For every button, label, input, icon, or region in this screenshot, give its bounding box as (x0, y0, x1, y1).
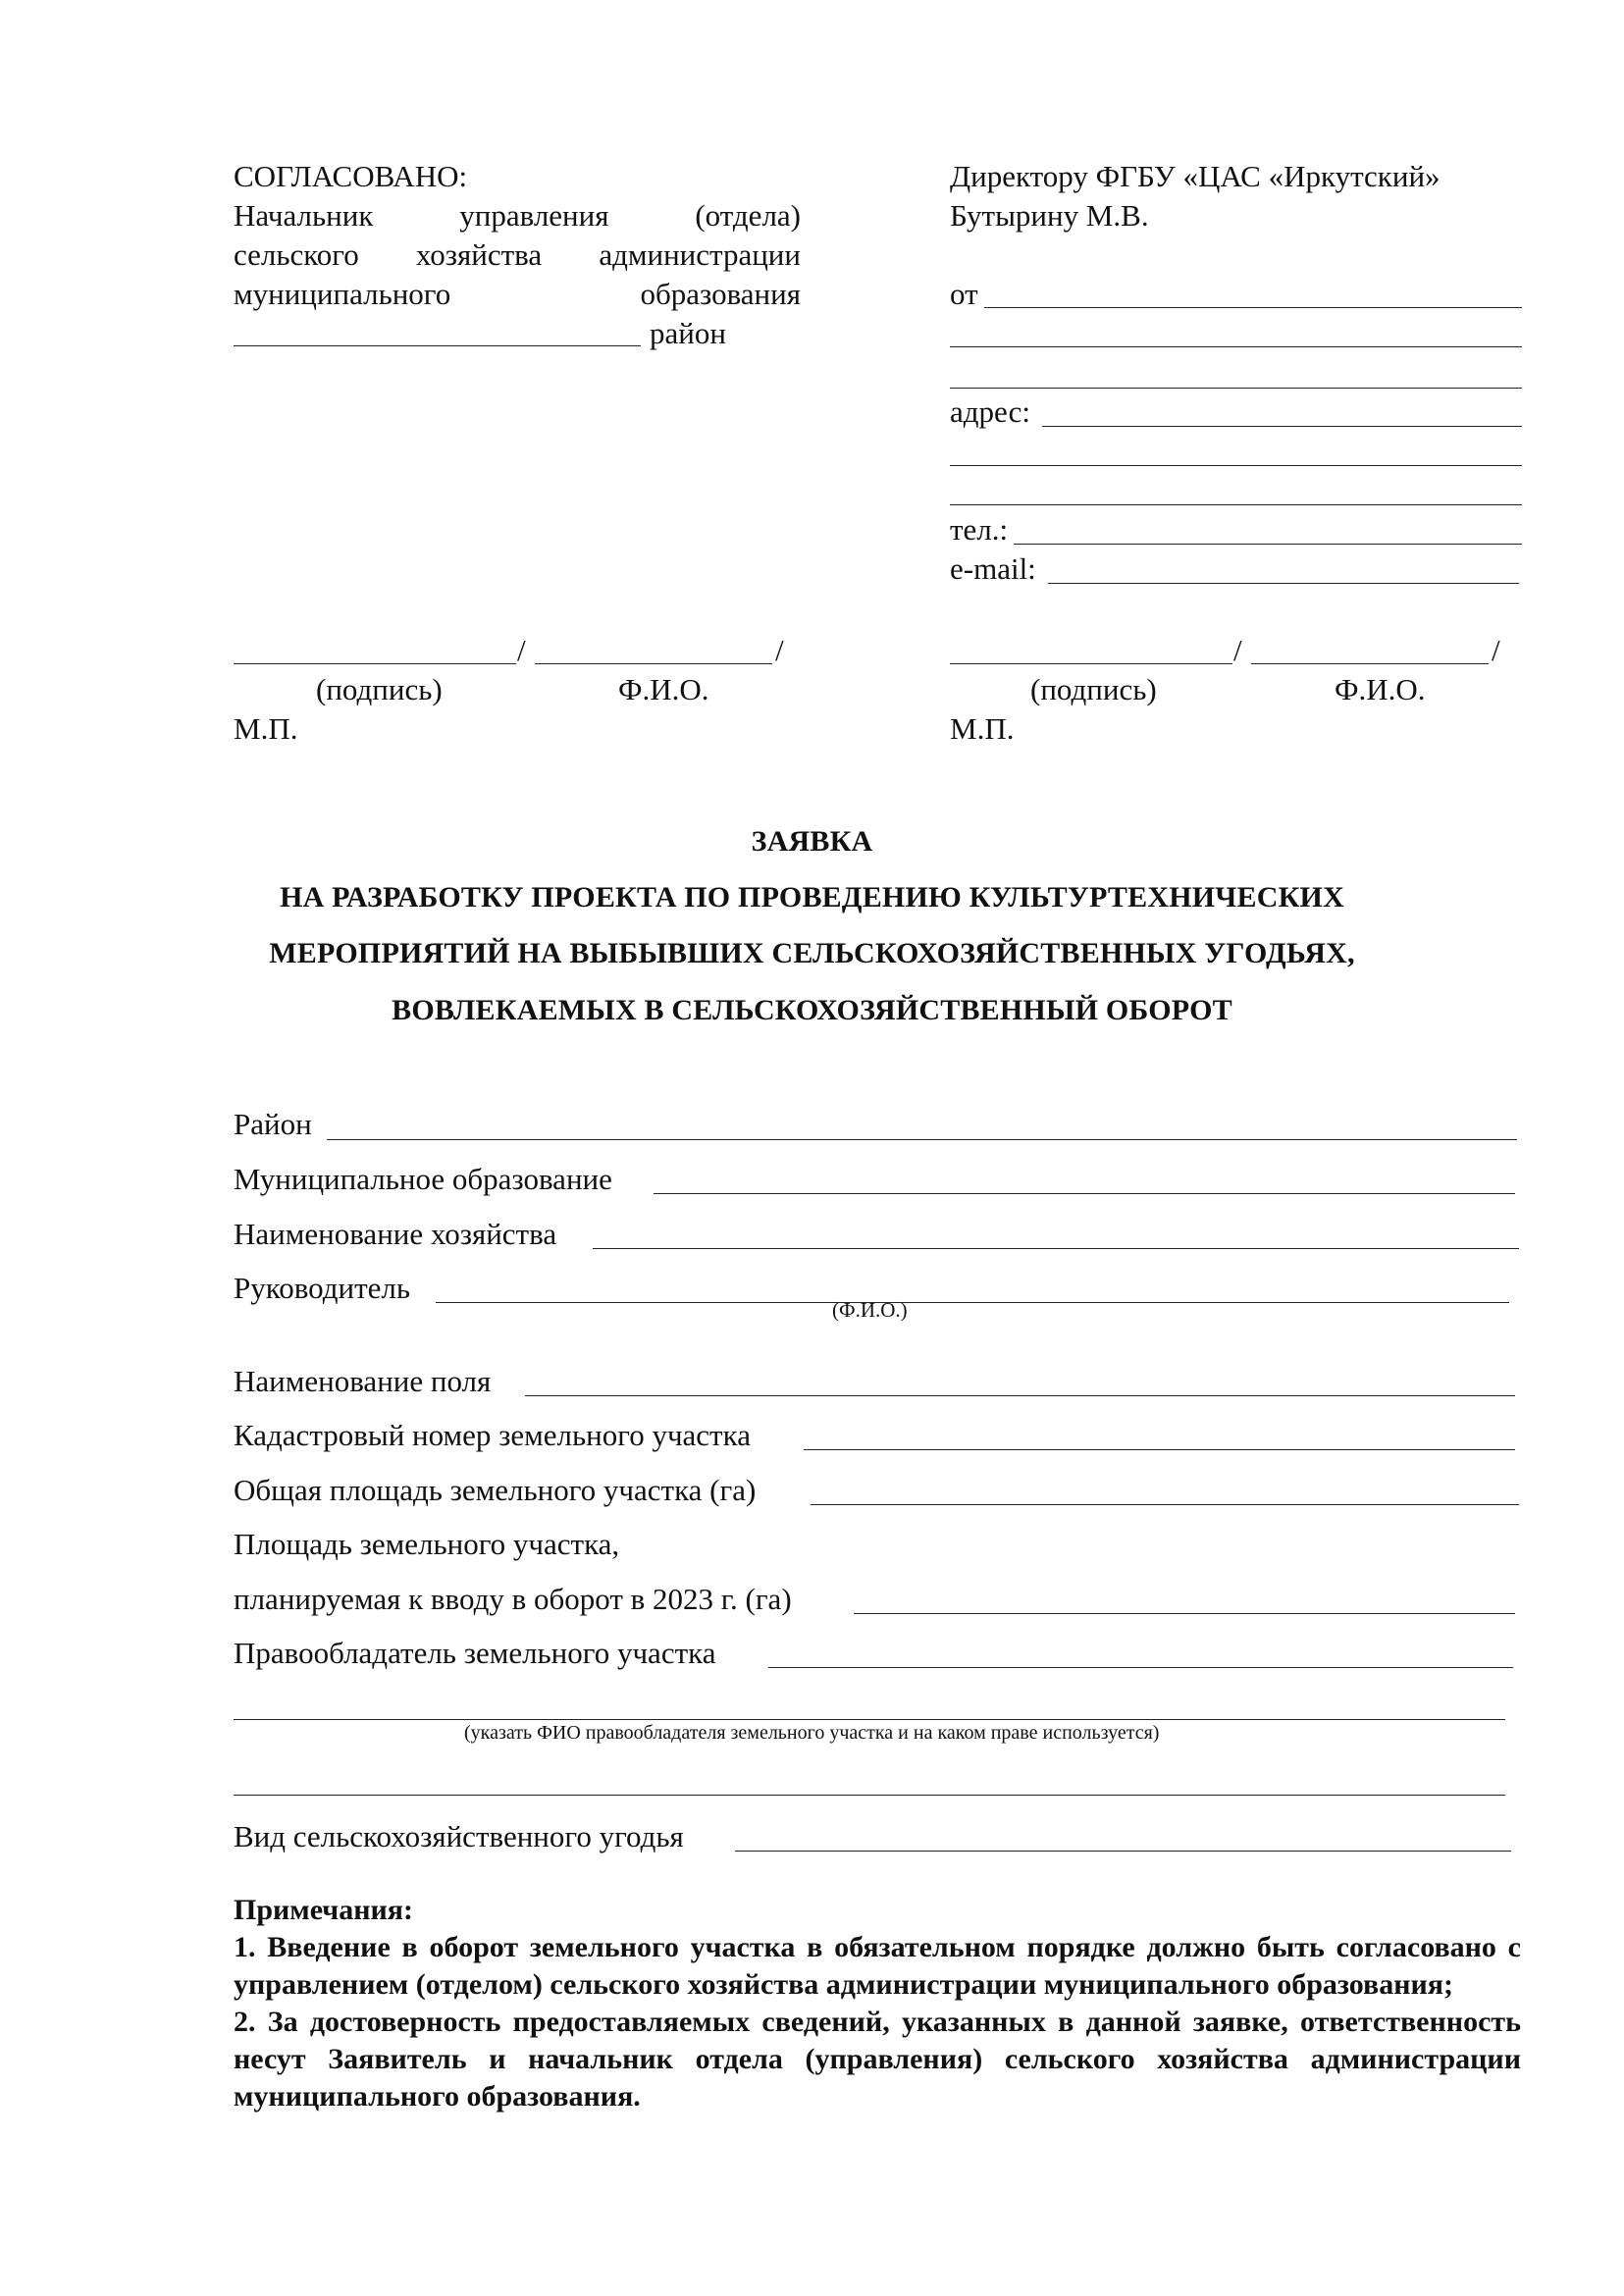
right-signature-line[interactable] (950, 663, 1232, 664)
cadastral-input-line[interactable] (804, 1449, 1515, 1450)
total-area-input-line[interactable] (811, 1504, 1519, 1505)
notes-section (234, 1892, 1521, 2115)
plot-area-input-line[interactable] (854, 1613, 1515, 1614)
address-label: адрес: (950, 394, 1030, 429)
district-suffix: район (650, 316, 726, 350)
address-input-line-3[interactable] (950, 504, 1522, 505)
approver-line-3: муниципального образования (234, 277, 801, 311)
owner-detail-line[interactable] (234, 1719, 1505, 1720)
left-signature-slash-end: / (775, 633, 784, 667)
from-input-line[interactable] (984, 307, 1522, 308)
right-signature-slash-end: / (1492, 633, 1500, 667)
owner-hint: (указать ФИО правообладателя земельного участка и на каком праве используется) (464, 1722, 1160, 1744)
email-input-line[interactable] (1048, 583, 1519, 584)
address-input-line-2[interactable] (950, 465, 1522, 466)
farm-name-input-line[interactable] (593, 1248, 1519, 1249)
from-label: от (950, 277, 978, 311)
owner-detail-line-2[interactable] (234, 1795, 1505, 1796)
left-signature-line[interactable] (234, 663, 516, 664)
land-type-input-line[interactable] (735, 1851, 1511, 1852)
land-type-label: Вид сельскохозяйственного угодья (234, 1819, 684, 1853)
head-input-line[interactable] (436, 1302, 1509, 1303)
plot-area-label-2: планируемая к вводу в оборот в 2023 г. (га) (234, 1582, 792, 1616)
cadastral-label: Кадастровый номер земельного участка (234, 1418, 751, 1452)
note-item-2: 2. За достоверность предоставляемых сведений, указанных в данной заявке, ответственность несут Заявитель и начальник отдела (управления) сельского хозяйства администрации муниципального образования. (234, 2006, 1521, 2113)
municipality-label: Муниципальное образование (234, 1162, 612, 1196)
right-signature-slash: / (1233, 633, 1242, 667)
notes-heading: Примечания: (234, 1894, 414, 1926)
left-seal-label: М.П. (234, 711, 298, 746)
email-label: e-mail: (950, 551, 1036, 586)
head-label: Руководитель (234, 1271, 411, 1305)
right-seal-label: М.П. (950, 711, 1015, 746)
field-name-input-line[interactable] (525, 1395, 1515, 1396)
left-signature-label: (подпись) (316, 672, 443, 706)
doc-title-line-4: ВОВЛЕКАЕМЫХ В СЕЛЬСКОХОЗЯЙСТВЕННЫЙ ОБОРОТ (392, 994, 1232, 1026)
field-name-label: Наименование поля (234, 1364, 492, 1398)
addressee-line-2: Бутырину М.В. (950, 198, 1149, 233)
district-input-line[interactable] (327, 1139, 1517, 1140)
doc-title-line-2: НА РАЗРАБОТКУ ПРОЕКТА ПО ПРОВЕДЕНИЮ КУЛЬТУРТЕХНИЧЕСКИХ (280, 881, 1344, 913)
doc-title: ЗАЯВКА (751, 825, 873, 858)
address-input-line[interactable] (1042, 426, 1522, 427)
addressee-line-1: Директору ФГБУ «ЦАС «Иркутский» (950, 159, 1441, 193)
district-label: Район (234, 1107, 312, 1141)
owner-input-line[interactable] (768, 1667, 1513, 1668)
approver-line-2: сельского хозяйства администрации (234, 237, 801, 272)
farm-name-label: Наименование хозяйства (234, 1217, 557, 1251)
doc-title-line-3: МЕРОПРИЯТИЙ НА ВЫБЫВШИХ СЕЛЬСКОХОЗЯЙСТВЕННЫХ УГОДЬЯХ, (269, 937, 1355, 969)
plot-area-label-1: Площадь земельного участка, (234, 1527, 620, 1561)
note-item-1: 1. Введение в оборот земельного участка в обязательном порядке должно быть согласовано с управлением (отделом) сельского хозяйства администрации муниципального образования; (234, 1931, 1521, 2001)
from-input-line-3[interactable] (950, 388, 1522, 389)
right-signature-label: (подпись) (1030, 672, 1157, 706)
approver-line-1: Начальник управления (отдела) (234, 198, 801, 233)
left-fio-label: Ф.И.О. (618, 672, 709, 706)
head-hint: (Ф.И.О.) (832, 1298, 908, 1322)
total-area-label: Общая площадь земельного участка (га) (234, 1473, 757, 1507)
left-fio-line[interactable] (535, 663, 772, 664)
left-signature-slash: / (517, 633, 526, 667)
district-name-line[interactable] (234, 345, 641, 346)
phone-label: тел.: (950, 512, 1009, 547)
phone-input-line[interactable] (1014, 544, 1522, 545)
municipality-input-line[interactable] (654, 1193, 1515, 1194)
right-fio-line[interactable] (1251, 663, 1489, 664)
owner-label: Правообладатель земельного участка (234, 1636, 716, 1670)
right-fio-label: Ф.И.О. (1335, 672, 1426, 706)
agreed-heading: СОГЛАСОВАНО: (234, 159, 468, 193)
from-input-line-2[interactable] (950, 346, 1522, 347)
